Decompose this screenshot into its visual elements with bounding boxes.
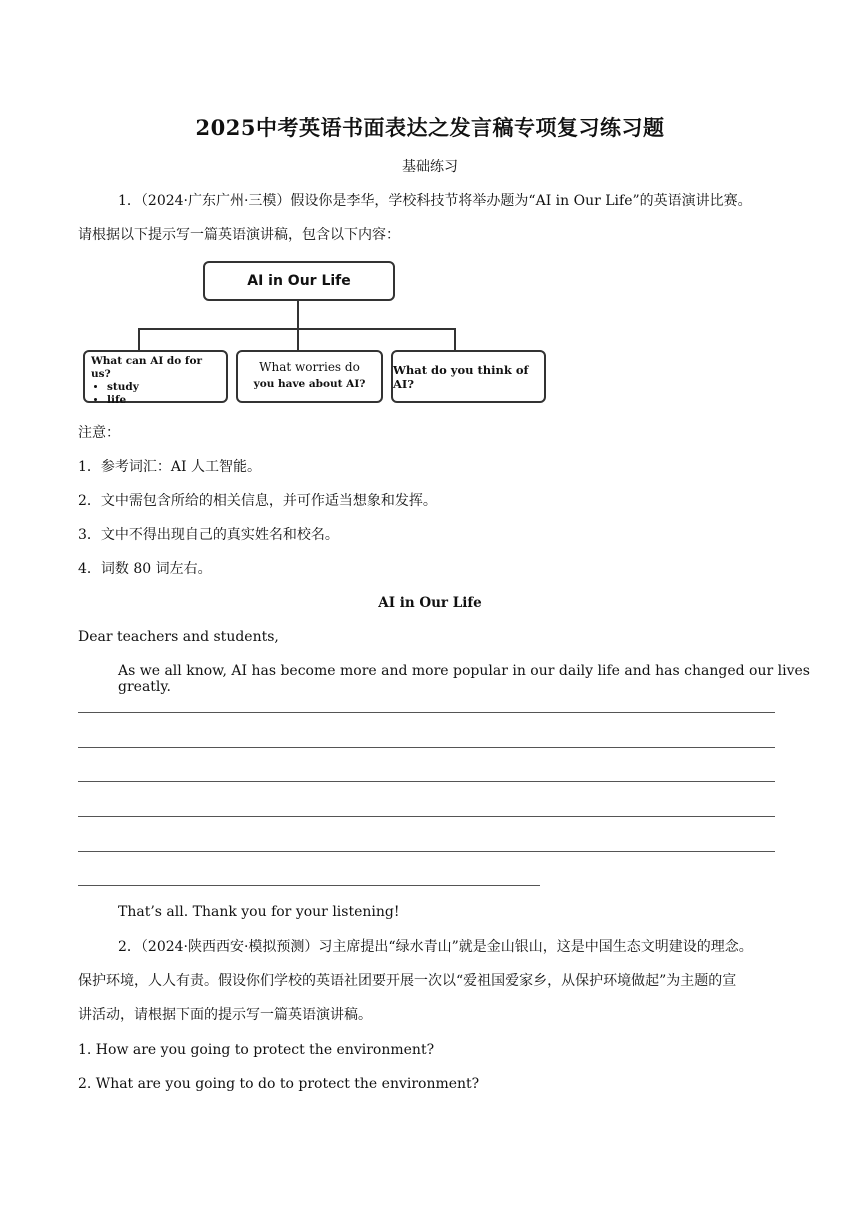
q2-prompt-line1: 2．（2024·陕西西安·模拟预测）习主席提出“绿水青山”就是金山银山，这是中国生态文明建设的理念。 [118,939,753,955]
answer-line [78,885,540,886]
box-a-question: What can AI do for us? [91,355,202,380]
answer-line [78,747,775,748]
diagram-box-worries [236,350,383,403]
note-item: 1．参考词汇：AI 人工智能。 [78,459,261,475]
page-title: 2025中考英语书面表达之发言稿专项复习练习题 [195,115,665,140]
essay-salutation: Dear teachers and students, [78,629,279,645]
note-item: 3．文中不得出现自己的真实姓名和校名。 [78,527,339,543]
diagram-top-box: AI in Our Life [203,261,395,301]
q1-prompt-line1: 1．（2024·广东广州·三模）假设你是李华，学校科技节将举办题为“AI in Our Life”的英语演讲比赛。 [118,193,752,209]
q2-point: 1. How are you going to protect the environment? [78,1042,435,1058]
note-item: 2．文中需包含所给的相关信息，并可作适当想象和发挥。 [78,493,437,509]
diagram-box-what-can-ai-do [83,350,228,406]
answer-line [78,781,775,782]
answer-line [78,712,775,713]
notes-heading: 注意： [78,425,120,441]
q1-prompt-line2: 请根据以下提示写一篇英语演讲稿，包含以下内容： [78,227,400,243]
note-item: 4．词数 80 词左右。 [78,561,212,577]
section-subtitle: 基础练习 [402,159,458,175]
box-b-line2: you have about AI? [253,378,366,390]
box-a-item: • life [107,394,220,407]
q2-prompt-line3: 讲活动，请根据下面的提示写一篇英语演讲稿。 [78,1007,372,1023]
diagram-connector [138,328,140,350]
diagram-connector [454,328,456,350]
box-a-item: • study [107,381,220,394]
diagram-connector [297,328,299,350]
essay-opening: As we all know, AI has become more and more popular in our daily life and has changed our lives greatly. [118,663,810,695]
q2-point: 2. What are you going to do to protect the environment? [78,1076,480,1092]
diagram-box-opinion: What do you think of AI? [391,350,546,403]
answer-line [78,816,775,817]
answer-line [78,851,775,852]
essay-title: AI in Our Life [378,595,482,611]
box-b-line1: What worries do [259,360,360,374]
q2-prompt-line2: 保护环境，人人有责。假设你们学校的英语社团要开展一次以“爱祖国爱家乡，从保护环境做起”为主题的宣 [78,973,737,989]
diagram-connector [297,301,299,329]
ai-diagram [78,255,558,405]
essay-closing: That’s all. Thank you for your listening! [118,904,400,920]
